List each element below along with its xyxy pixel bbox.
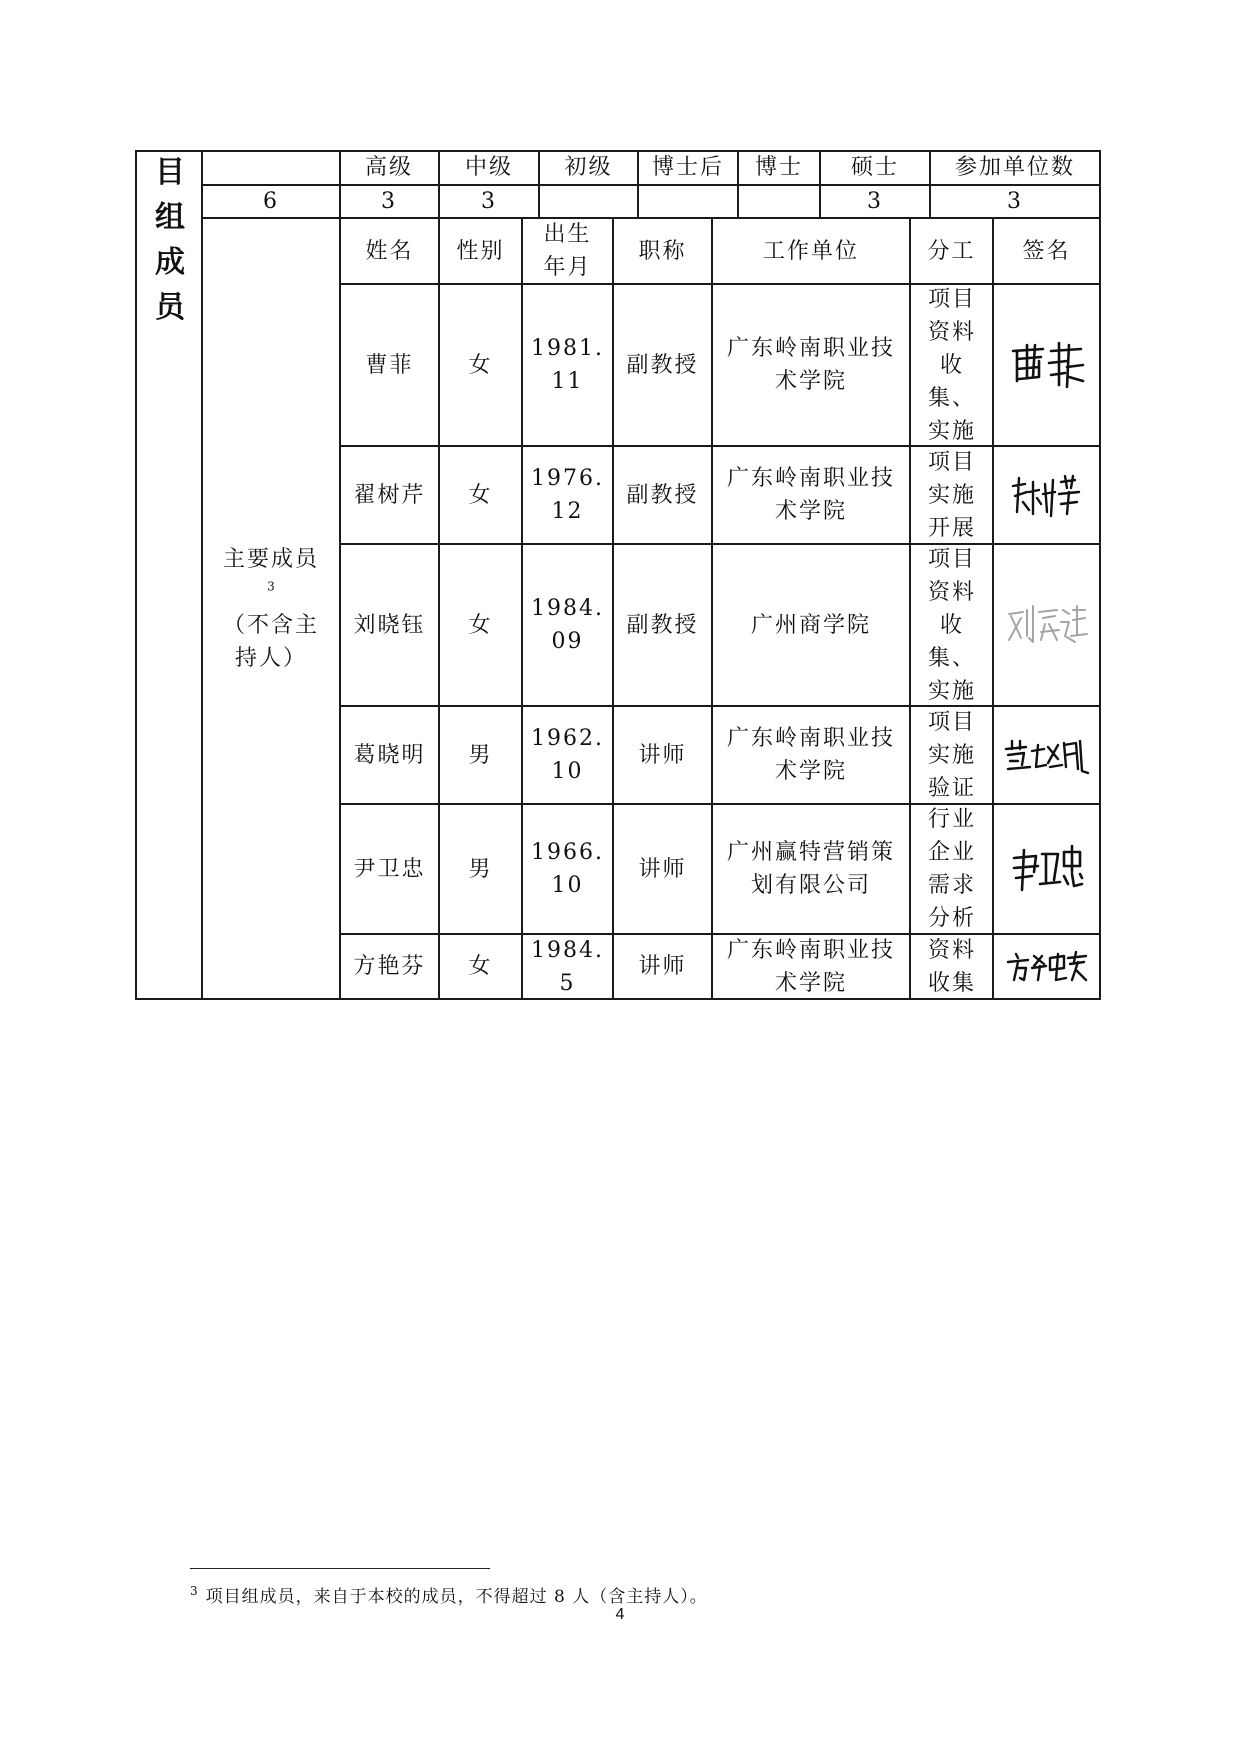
member-gender: 女 (468, 352, 493, 378)
header-birth (523, 219, 612, 283)
header-postdoc: 博士后 (651, 155, 724, 180)
member-title: 副教授 (626, 352, 699, 378)
member-workplace: 广东岭南职业技术学院 (726, 937, 895, 996)
signature-image (1010, 844, 1084, 894)
page-number: 4 (615, 1606, 625, 1623)
member-birth-line: 1984. (531, 596, 604, 621)
signature-image (1007, 337, 1087, 393)
member-title: 副教授 (626, 612, 699, 638)
member-workplace: 广东岭南职业技术学院 (726, 466, 895, 524)
member-birth-line: 12 (551, 499, 584, 524)
member-signature (994, 805, 1099, 933)
member-gender: 女 (468, 482, 493, 508)
members-label-line3: 持人） (234, 645, 307, 671)
header-birth-line: 出生 (543, 222, 592, 247)
member-birth (523, 805, 612, 933)
section-side-label (135, 150, 205, 330)
header-junior: 初级 (564, 155, 613, 180)
member-gender: 男 (468, 856, 493, 882)
footnote-text: 项目组成员，来自于本校的成员，不得超过 8 人（含主持人）。 (205, 1587, 708, 1607)
member-name: 刘晓钰 (353, 612, 426, 638)
member-birth-line: 1976. (531, 466, 604, 491)
header-gender: 性别 (456, 238, 505, 264)
member-workplace: 广东岭南职业技术学院 (726, 336, 895, 394)
member-name: 曹菲 (365, 352, 414, 378)
footnote-separator (190, 1568, 490, 1569)
member-birth-line: 5 (559, 970, 576, 996)
member-birth-line: 10 (551, 873, 584, 898)
header-workplace: 工作单位 (762, 238, 859, 264)
header-birth-line: 年月 (543, 255, 592, 280)
member-title: 副教授 (626, 482, 699, 508)
value-postdoc (639, 185, 737, 217)
member-role: 行业企业需求分析 (927, 807, 976, 931)
member-birth-line: 1981. (531, 336, 604, 361)
header-doctor: 博士 (754, 155, 803, 180)
member-role: 项目实施开展 (927, 449, 976, 541)
member-signature (994, 707, 1099, 803)
member-birth-line: 1962. (531, 726, 604, 751)
footnote-number: 3 (190, 1584, 198, 1599)
member-name: 方艳芬 (353, 954, 426, 979)
header-senior: 高级 (364, 155, 413, 180)
signature-image (1009, 472, 1085, 518)
signature-image (1006, 950, 1088, 984)
member-signature (994, 447, 1099, 543)
member-birth (523, 707, 612, 803)
side-label-char: 组 (155, 200, 185, 235)
value-intermediate: 3 (481, 188, 497, 214)
member-birth-line: 10 (551, 759, 584, 784)
member-name: 葛晓明 (353, 742, 426, 768)
side-label-char: 成 (155, 245, 185, 280)
members-label (203, 219, 339, 998)
header-role: 分工 (927, 238, 976, 264)
member-name: 尹卫忠 (353, 856, 426, 882)
side-label-char: 目 (155, 155, 185, 190)
member-signature (994, 545, 1099, 705)
member-birth-line: 1984. (531, 937, 604, 963)
value-doctor (739, 185, 819, 217)
footnote (190, 1582, 708, 1607)
member-role: 项目资料收集、实施 (927, 286, 976, 444)
members-label-line2: （不含主 (222, 612, 319, 638)
footnote-ref: 3 (267, 579, 275, 594)
signature-image (1005, 602, 1089, 648)
member-workplace: 广东岭南职业技术学院 (726, 726, 895, 784)
member-title: 讲师 (638, 742, 687, 768)
side-label-char: 员 (155, 290, 185, 325)
value-junior (540, 185, 637, 217)
header-master: 硕士 (850, 155, 899, 180)
value-total: 6 (263, 188, 279, 214)
value-units: 3 (1007, 188, 1023, 214)
value-master: 3 (867, 188, 883, 214)
member-birth-line: 11 (551, 369, 584, 394)
header-intermediate: 中级 (464, 155, 513, 180)
member-birth-line: 09 (551, 629, 584, 654)
member-title: 讲师 (638, 954, 687, 979)
member-role: 项目实施验证 (927, 709, 976, 801)
member-signature (994, 285, 1099, 445)
member-gender: 女 (468, 954, 493, 979)
members-label-line1: 主要成员 (222, 546, 319, 572)
member-gender: 女 (468, 612, 493, 638)
header-title: 职称 (638, 238, 687, 264)
member-birth (523, 285, 612, 445)
member-birth-line: 1966. (531, 840, 604, 865)
member-role: 资料收集 (927, 937, 976, 996)
member-birth (523, 447, 612, 543)
member-birth (523, 545, 612, 705)
member-signature (994, 935, 1099, 998)
value-senior: 3 (381, 188, 397, 214)
member-workplace: 广州赢特营销策划有限公司 (726, 840, 895, 898)
member-birth (523, 935, 612, 998)
signature-image (1004, 735, 1090, 775)
member-gender: 男 (468, 742, 493, 768)
member-workplace: 广州商学院 (750, 612, 871, 638)
header-signature: 签名 (1022, 238, 1071, 264)
member-name: 翟树芹 (353, 482, 426, 508)
header-units: 参加单位数 (954, 155, 1075, 180)
member-title: 讲师 (638, 856, 687, 882)
member-role: 项目资料收集、实施 (927, 546, 976, 704)
header-name: 姓名 (365, 238, 414, 264)
